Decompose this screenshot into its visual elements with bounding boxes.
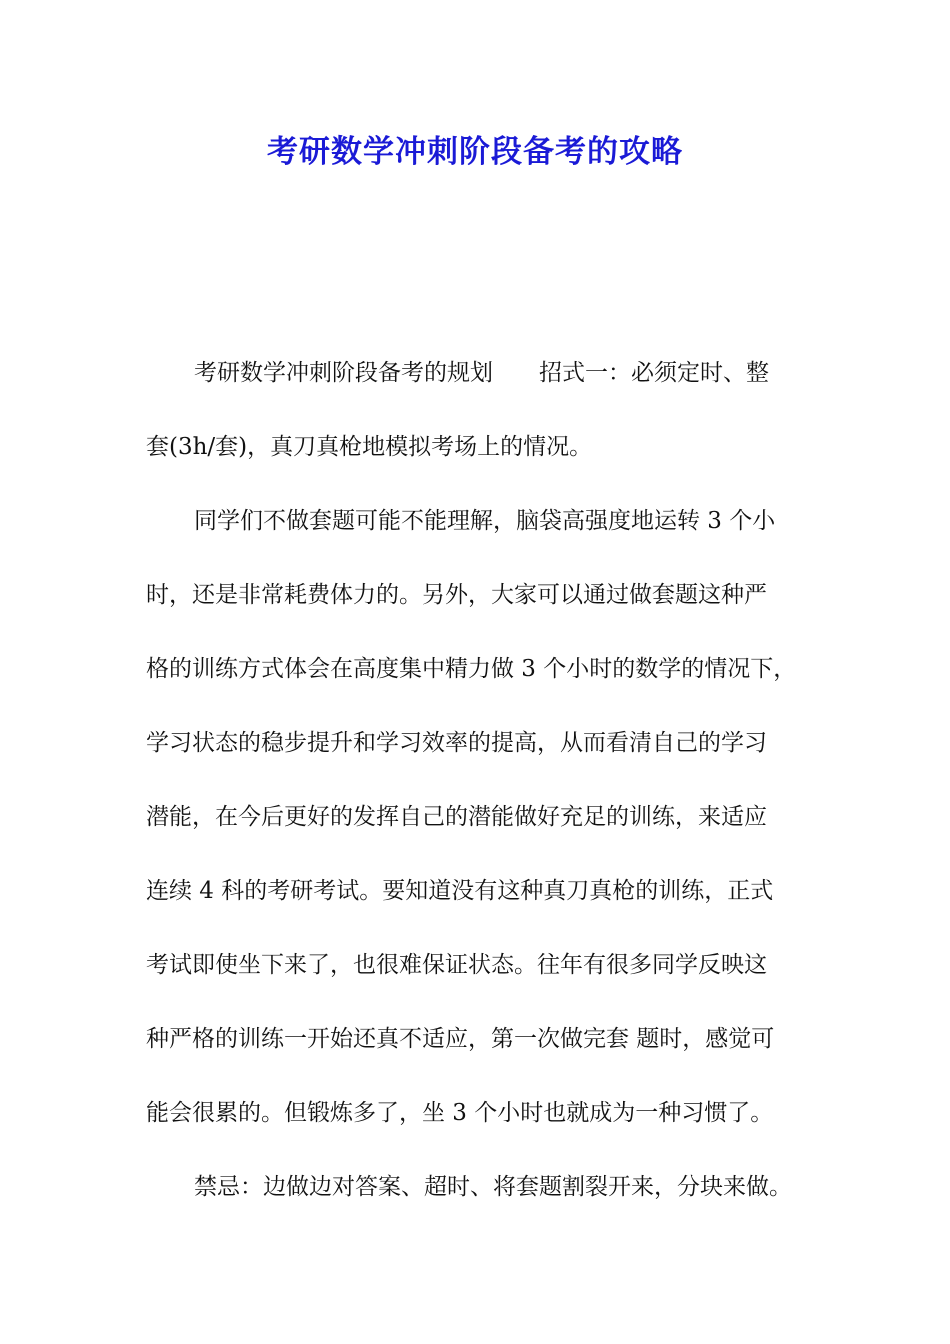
paragraph-2-line-8: 种严格的训练一开始还真不适应，第一次做完套 题时，感觉可 (146, 1026, 775, 1052)
tactic-one: 招式一：必须定时、整 (539, 360, 769, 386)
paragraph-2-line-6: 连续 4 科的考研考试。要知道没有这种真刀真枪的训练，正式 (146, 878, 774, 904)
paragraph-2 (146, 484, 810, 1150)
document-body (146, 336, 810, 1224)
paragraph-1-line-1 (146, 336, 810, 410)
paragraph-1-line-2: 套(3h/套)，真刀真枪地模拟考场上的情况。 (146, 434, 593, 460)
plan-heading: 考研数学冲刺阶段备考的规划 (194, 360, 493, 386)
paragraph-2-line-4: 学习状态的稳步提升和学习效率的提高，从而看清自己的学习 (146, 730, 767, 756)
paragraph-3-line-1: 禁忌：边做边对答案、超时、将套题割裂开来，分块来做。 (194, 1174, 792, 1200)
document-title: 考研数学冲刺阶段备考的攻略 (267, 134, 683, 170)
paragraph-2-line-7: 考试即使坐下来了，也很难保证状态。往年有很多同学反映这 (146, 952, 767, 978)
paragraph-3 (146, 1150, 810, 1224)
paragraph-2-line-1: 同学们不做套题可能不能理解，脑袋高强度地运转 3 个小 (194, 508, 776, 534)
paragraph-1 (146, 336, 810, 484)
paragraph-2-line-5: 潜能，在今后更好的发挥自己的潜能做好充足的训练，来适应 (146, 804, 767, 830)
paragraph-2-line-9: 能会很累的。但锻炼多了，坐 3 个小时也就成为一种习惯了。 (146, 1100, 774, 1126)
paragraph-2-line-3: 格的训练方式体会在高度集中精力做 3 个小时的数学的情况下， (146, 656, 797, 682)
paragraph-2-line-2: 时，还是非常耗费体力的。另外，大家可以通过做套题这种严 (146, 582, 767, 608)
